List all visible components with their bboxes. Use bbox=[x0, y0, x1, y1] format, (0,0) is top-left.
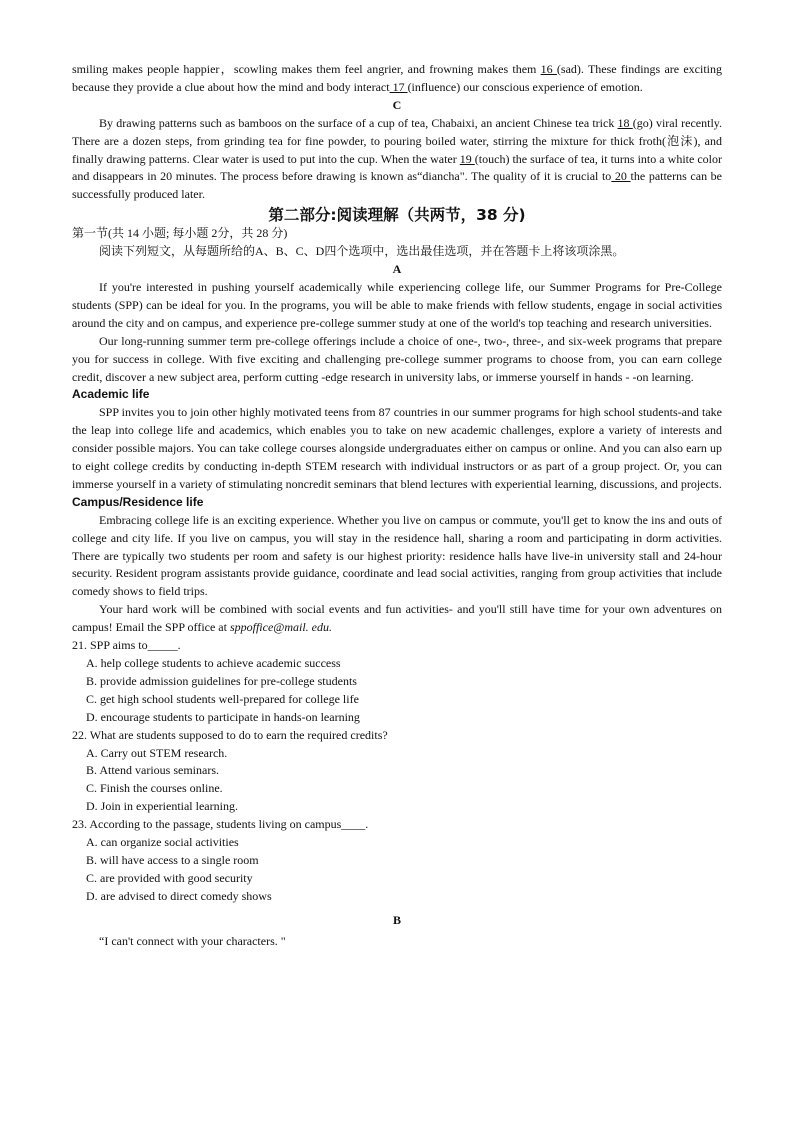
cloze-paragraph-end bbox=[72, 61, 722, 97]
question-22 bbox=[72, 727, 722, 817]
exam-page bbox=[72, 61, 722, 951]
text-run: the patterns can be successfully produced later. bbox=[72, 169, 723, 202]
section-letter-a: A bbox=[392, 262, 402, 277]
passage-a-paragraph-4: Embracing college life is an exciting experience. Whether you live on campus or commute, you'll get to know the ins and outs of college and city life. If you live on campus, you will stay in the residence hall, sharing a room and participating in dorm activities. There are typically two students per room and safety is our highest priority: residence halls have live-in university stall and 24-hour security. Resident program assistants provide guidance, coordinate and lead social activities, ranging from group activities that include comedy shows to field trips. bbox=[72, 512, 722, 599]
question-stem: 21. SPP aims to_____. bbox=[72, 638, 181, 653]
option-b: B. Attend various seminars. bbox=[86, 763, 219, 778]
passage-b-first-line: “I can't connect with your characters. " bbox=[99, 933, 286, 948]
text-run: (influence) our conscious experience of emotion. bbox=[407, 79, 643, 94]
passage-a-paragraph-1: If you're interested in pushing yourself academically while experiencing college life, our Summer Programs for Pre-College students (SPP) can be ideal for you. In the programs, you will be able to make friends with fellow students, engage in social activities around the city and on campus, and experience pre-college summer study at one of the world's top teaching and research universities. bbox=[72, 279, 722, 330]
option-a: A. Carry out STEM research. bbox=[86, 745, 228, 760]
option-d: D. are advised to direct comedy shows bbox=[86, 888, 272, 903]
option-c: C. get high school students well-prepared for college life bbox=[86, 691, 359, 706]
option-c: C. Finish the courses online. bbox=[86, 781, 223, 796]
option-a: A. can organize social activities bbox=[86, 835, 239, 850]
text-run: By drawing patterns such as bamboos on the surface of a cup of tea, Chabaixi, an ancient Chinese tea trick bbox=[99, 115, 618, 130]
blank-19: 19 bbox=[459, 151, 475, 166]
subheading-campus-life: Campus/Residence life bbox=[72, 494, 204, 509]
text-run: (touch) the surface of tea, it turns into a white color and disappears in 20 minutes. The process before drawing is known as“diancha". The quality of it is crucial to bbox=[72, 151, 722, 184]
question-stem: 23. According to the passage, students living on campus____. bbox=[72, 817, 369, 832]
option-c: C. are provided with good security bbox=[86, 870, 253, 885]
part-title: 第二部分:阅读理解（共两节，38 分) bbox=[268, 206, 526, 225]
option-b: B. provide admission guidelines for pre-college students bbox=[86, 673, 357, 688]
option-d: D. Join in experiential learning. bbox=[86, 799, 238, 814]
question-21 bbox=[72, 637, 722, 727]
text-run: (go) viral recently. There are a dozen steps, from grinding tea for fine powder, to pouring boiled water, stirring the mixture for thick froth(泡沫), and finally drawing patterns. Clear water is used to put into the cup. When the water bbox=[72, 115, 722, 166]
passage-a-paragraph-5 bbox=[72, 601, 722, 637]
section-heading: 第一节(共 14 小题; 每小题 2分，共 28 分) bbox=[72, 226, 288, 241]
cloze-c-paragraph bbox=[72, 115, 722, 205]
blank-17: 17 bbox=[389, 79, 408, 94]
email-address: sppoffice@mail. edu. bbox=[229, 620, 332, 635]
passage-a-paragraph-3: SPP invites you to join other highly motivated teens from 87 countries in our summer programs for high school students-and take the leap into college life and academics, which enables you to take on new academic challenges, explore a variety of interests and consider possible majors. You can take college courses alongside undergraduates either on campus or online. And you can also earn up to eight college credits by conducting in-depth STEM research with individual instructors or as part of a group project. Or, you can immerse yourself in a variety of stimulating noncredit seminars that blend lectures with experiential learning, discussions, and projects. bbox=[72, 405, 722, 491]
passage-a-paragraph-2: Our long-running summer term pre-college offerings include a choice of one-, two-, three-, and six-week programs that prepare you for success in college. With five exciting and challenging pre-college summer programs to choose from, you can earn college credit, discover a new subject area, perform cutting -edge research in university labs, or immerse yourself in hands - -on learning. bbox=[72, 333, 722, 384]
text-run: (sad). These findings are exciting because they provide a clue about how the mind and body interact bbox=[72, 62, 723, 94]
blank-20: 20 bbox=[611, 169, 631, 184]
section-letter-c: C bbox=[392, 97, 402, 112]
text-run: Your hard work will be combined with social events and fun activities- and you'll still have time for your own adventures on campus! Email the SPP office at bbox=[72, 602, 722, 635]
option-b: B. will have access to a single room bbox=[86, 852, 259, 867]
section-letter-b: B bbox=[392, 912, 401, 927]
blank-18: 18 bbox=[617, 115, 633, 130]
text-run: smiling makes people happier，scowling makes them feel angrier, and frowning makes them bbox=[72, 62, 541, 76]
option-d: D. encourage students to participate in hands-on learning bbox=[86, 709, 360, 724]
question-stem: 22. What are students supposed to do to earn the required credits? bbox=[72, 727, 388, 742]
option-a: A. help college students to achieve academic success bbox=[86, 656, 341, 670]
blank-16: 16 bbox=[540, 62, 557, 76]
subheading-academic-life: Academic life bbox=[72, 387, 150, 402]
question-23 bbox=[72, 816, 722, 906]
instruction: 阅读下列短文，从每题所给的A、B、C、D四个选项中，选出最佳选项，并在答题卡上将该项涂黑。 bbox=[99, 244, 625, 259]
